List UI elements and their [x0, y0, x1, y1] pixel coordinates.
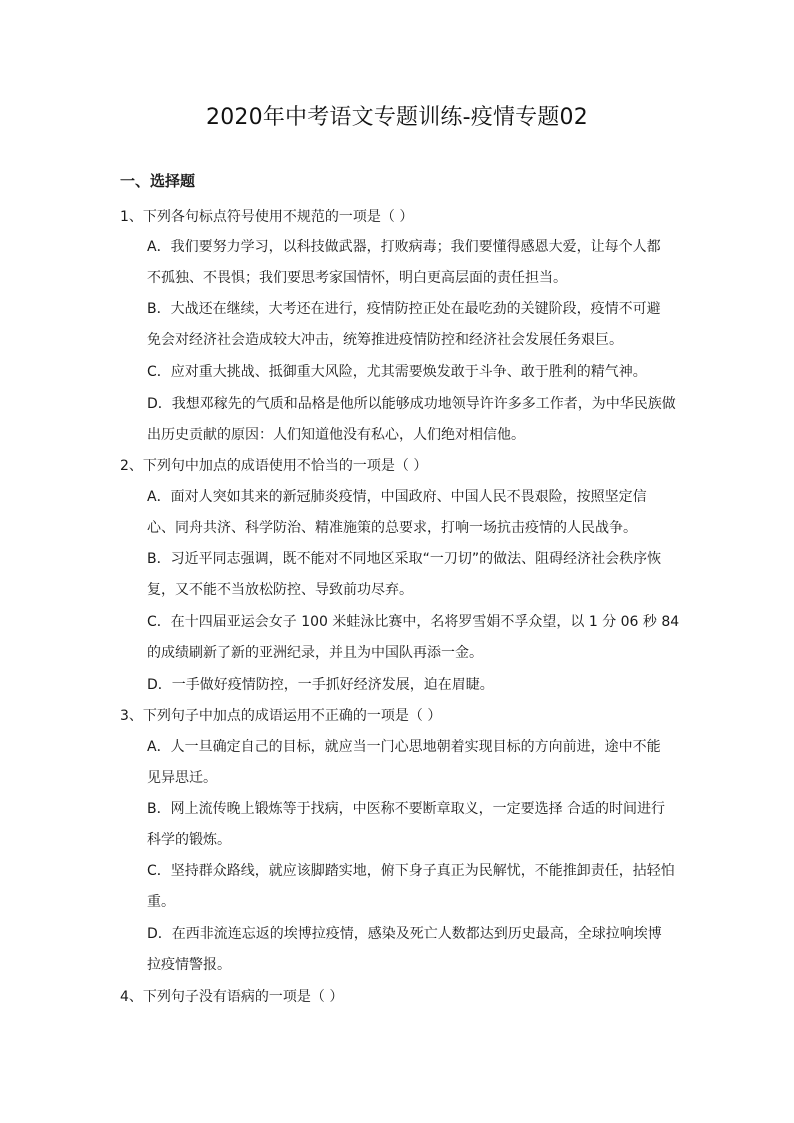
question-2-option-a-line-1: A．面对人突如其来的新冠肺炎疫情，中国政府、中国人民不畏艰险，按照坚定信 [147, 489, 647, 505]
question-3-option-a-line-2: 见异思迁。 [147, 770, 217, 786]
question-3-option-b-line-2: 科学的锻炼。 [147, 832, 231, 848]
question-3-option-b-line-1: B．网上流传晚上锻炼等于找病，中医称不要断章取义，一定要选择 合适的时间进行 [147, 801, 666, 817]
question-1-stem: 1、下列各句标点符号使用不规范的一项是（ ） [120, 209, 414, 225]
question-3-option-d-line-2: 拉疫情警报。 [147, 957, 231, 973]
question-3-stem: 3、下列句子中加点的成语运用不正确的一项是（ ） [120, 708, 442, 724]
question-1-option-b-line-1: B．大战还在继续，大考还在进行，疫情防控正处在最吃劲的关键阶段，疫情不可避 [147, 301, 661, 317]
document-title: 2020年中考语文专题训练-疫情专题02 [206, 105, 588, 130]
question-2-option-b-line-1: B．习近平同志强调，既不能对不同地区采取“一刀切”的做法、阻碍经济社会秩序恢 [147, 551, 662, 567]
question-3-option-c-line-1: C．坚持群众路线，就应该脚踏实地，俯下身子真正为民解忧，不能推卸责任，拈轻怕 [147, 863, 675, 879]
question-3-option-c-line-2: 重。 [147, 894, 175, 910]
question-2-option-d-line-1: D．一手做好疫情防控，一手抓好经济发展，迫在眉睫。 [147, 677, 494, 693]
question-3-option-d-line-1: D．在西非流连忘返的埃博拉疫情，感染及死亡人数都达到历史最高，全球拉响埃博 [147, 926, 662, 942]
question-2-option-a-line-2: 心、同舟共济、科学防治、精准施策的总要求，打响一场抗击疫情的人民战争。 [147, 520, 637, 536]
question-1-option-a-line-2: 不孤独、不畏惧；我们要思考家国情怀，明白更高层面的责任担当。 [147, 270, 567, 286]
question-1-option-c-line-1: C．应对重大挑战、抵御重大风险，尤其需要焕发敢于斗争、敢于胜利的精气神。 [147, 364, 647, 380]
question-2-option-c-line-2: 的成绩刷新了新的亚洲纪录，并且为中国队再添一金。 [147, 645, 483, 661]
section-heading: 一、选择题 [120, 172, 196, 190]
question-2-stem: 2、下列句中加点的成语使用不恰当的一项是（ ） [120, 458, 428, 474]
question-3-option-a-line-1: A．人一旦确定自己的目标，就应当一门心思地朝着实现目标的方向前进，途中不能 [147, 739, 661, 755]
question-2-option-b-line-2: 复，又不能不当放松防控、导致前功尽弃。 [147, 582, 413, 598]
question-1-option-d-line-2: 出历史贡献的原因：人们知道他没有私心，人们绝对相信他。 [147, 427, 525, 443]
question-1-option-a-line-1: A．我们要努力学习，以科技做武器，打败病毒；我们要懂得感恩大爱，让每个人都 [147, 239, 661, 255]
question-2-option-c-line-1: C．在十四届亚运会女子 100 米蛙泳比赛中，名将罗雪娟不孚众望，以 1 分 06 秒 84 [147, 614, 680, 630]
question-4-stem: 4、下列句子没有语病的一项是（ ） [120, 989, 344, 1005]
question-1-option-b-line-2: 免会对经济社会造成较大冲击，统筹推进疫情防控和经济社会发展任务艰巨。 [147, 332, 623, 348]
question-1-option-d-line-1: D．我想邓稼先的气质和品格是他所以能够成功地领导许许多多工作者，为中华民族做 [147, 396, 676, 412]
